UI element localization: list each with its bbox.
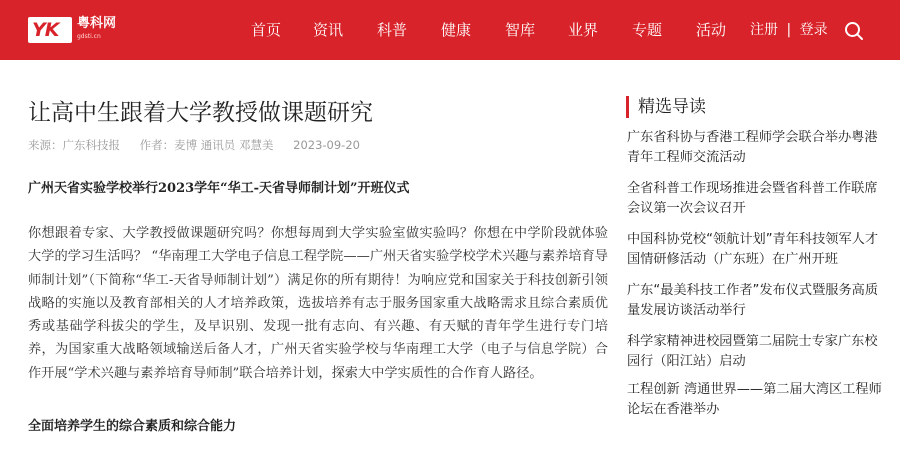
article-title: 让高中生跟着大学教授做课题研究 <box>28 100 373 126</box>
article-section-head: 全面培养学生的综合素质和综合能力 <box>28 419 237 434</box>
logo-mark: YK <box>32 19 59 41</box>
sidebar-item[interactable]: 广东“最美科技工作者”发布仪式暨服务高质量发展访谈活动举行 <box>627 283 879 318</box>
article-date: 2023-09-20 <box>293 138 360 152</box>
nav-item-topics[interactable]: 专题 <box>632 21 663 39</box>
sidebar-item[interactable]: 工程创新 湾通世界——第二届大湾区工程师论坛在香港举办 <box>627 382 882 417</box>
site-logo[interactable] <box>28 13 124 45</box>
nav-item-thinktank[interactable]: 智库 <box>505 21 536 39</box>
search-icon[interactable] <box>843 20 865 42</box>
article-source: 来源：广东科技报 <box>28 138 120 152</box>
register-link[interactable]: 注册 <box>750 22 778 38</box>
auth-separator: | <box>786 22 792 38</box>
nav-item-industry[interactable]: 业界 <box>568 21 599 39</box>
nav-item-health[interactable]: 健康 <box>441 21 472 39</box>
sidebar-item[interactable]: 中国科协党校“领航计划”青年科技领军人才国情研修活动（广东班）在广州开班 <box>627 232 879 267</box>
article-meta <box>28 137 376 153</box>
article-author: 作者：麦博 通讯员 邓慧美 <box>139 138 274 152</box>
sidebar-item[interactable]: 科学家精神进校园暨第二届院士专家广东校园行（阳江站）启动 <box>627 334 878 369</box>
nav-item-events[interactable]: 活动 <box>696 21 727 39</box>
sidebar-item[interactable]: 全省科普工作现场推进会暨省科普工作联席会议第一次会议召开 <box>627 181 878 216</box>
sidebar-item[interactable]: 广东省科协与香港工程师学会联合举办粤港青年工程师交流活动 <box>627 130 878 165</box>
site-header <box>0 0 900 60</box>
login-link[interactable]: 登录 <box>799 22 828 38</box>
nav-item-news[interactable]: 资讯 <box>313 21 344 39</box>
article-subhead: 广州天省实验学校举行2023学年“华工-天省导师制计划”开班仪式 <box>28 181 410 196</box>
article-paragraph: 你想跟着专家、大学教授做课题研究吗？你想每周到大学实验室做实验吗？你想在中学阶段就体验大学的学习生活吗？ “华南理工大学电子信息工程学院——广州天省实验学校学术兴趣与素养培育导师制计划”（下简称“华工-天省导师制计划”）满足你的所有期待！为响应党和国家关于科技创新引领战略的实施以及教育部相关的人才培养政策，选拔培养有志于服务国家重大战略需求且综合素质优秀或基础学科拔尖的学生，及早识别、发现一批有志向、有兴趣、有天赋的青年学生进行专门培养，为国家重大战略领域输送后备人才，广州天省实验学校与华南理工大学（电子与信息学院）合作开展“学术兴趣与素养培育导师制”联合培养计划，探索大中学实质性的合作育人路径。 <box>28 226 608 381</box>
nav-item-home[interactable]: 首页 <box>251 21 282 39</box>
logo-url: gdsti.cn <box>77 33 101 40</box>
auth-links <box>750 0 828 60</box>
nav-item-science[interactable]: 科普 <box>377 21 408 39</box>
sidebar-title: 精选导读 <box>626 96 706 118</box>
logo-name: 粤科网 <box>77 16 117 31</box>
